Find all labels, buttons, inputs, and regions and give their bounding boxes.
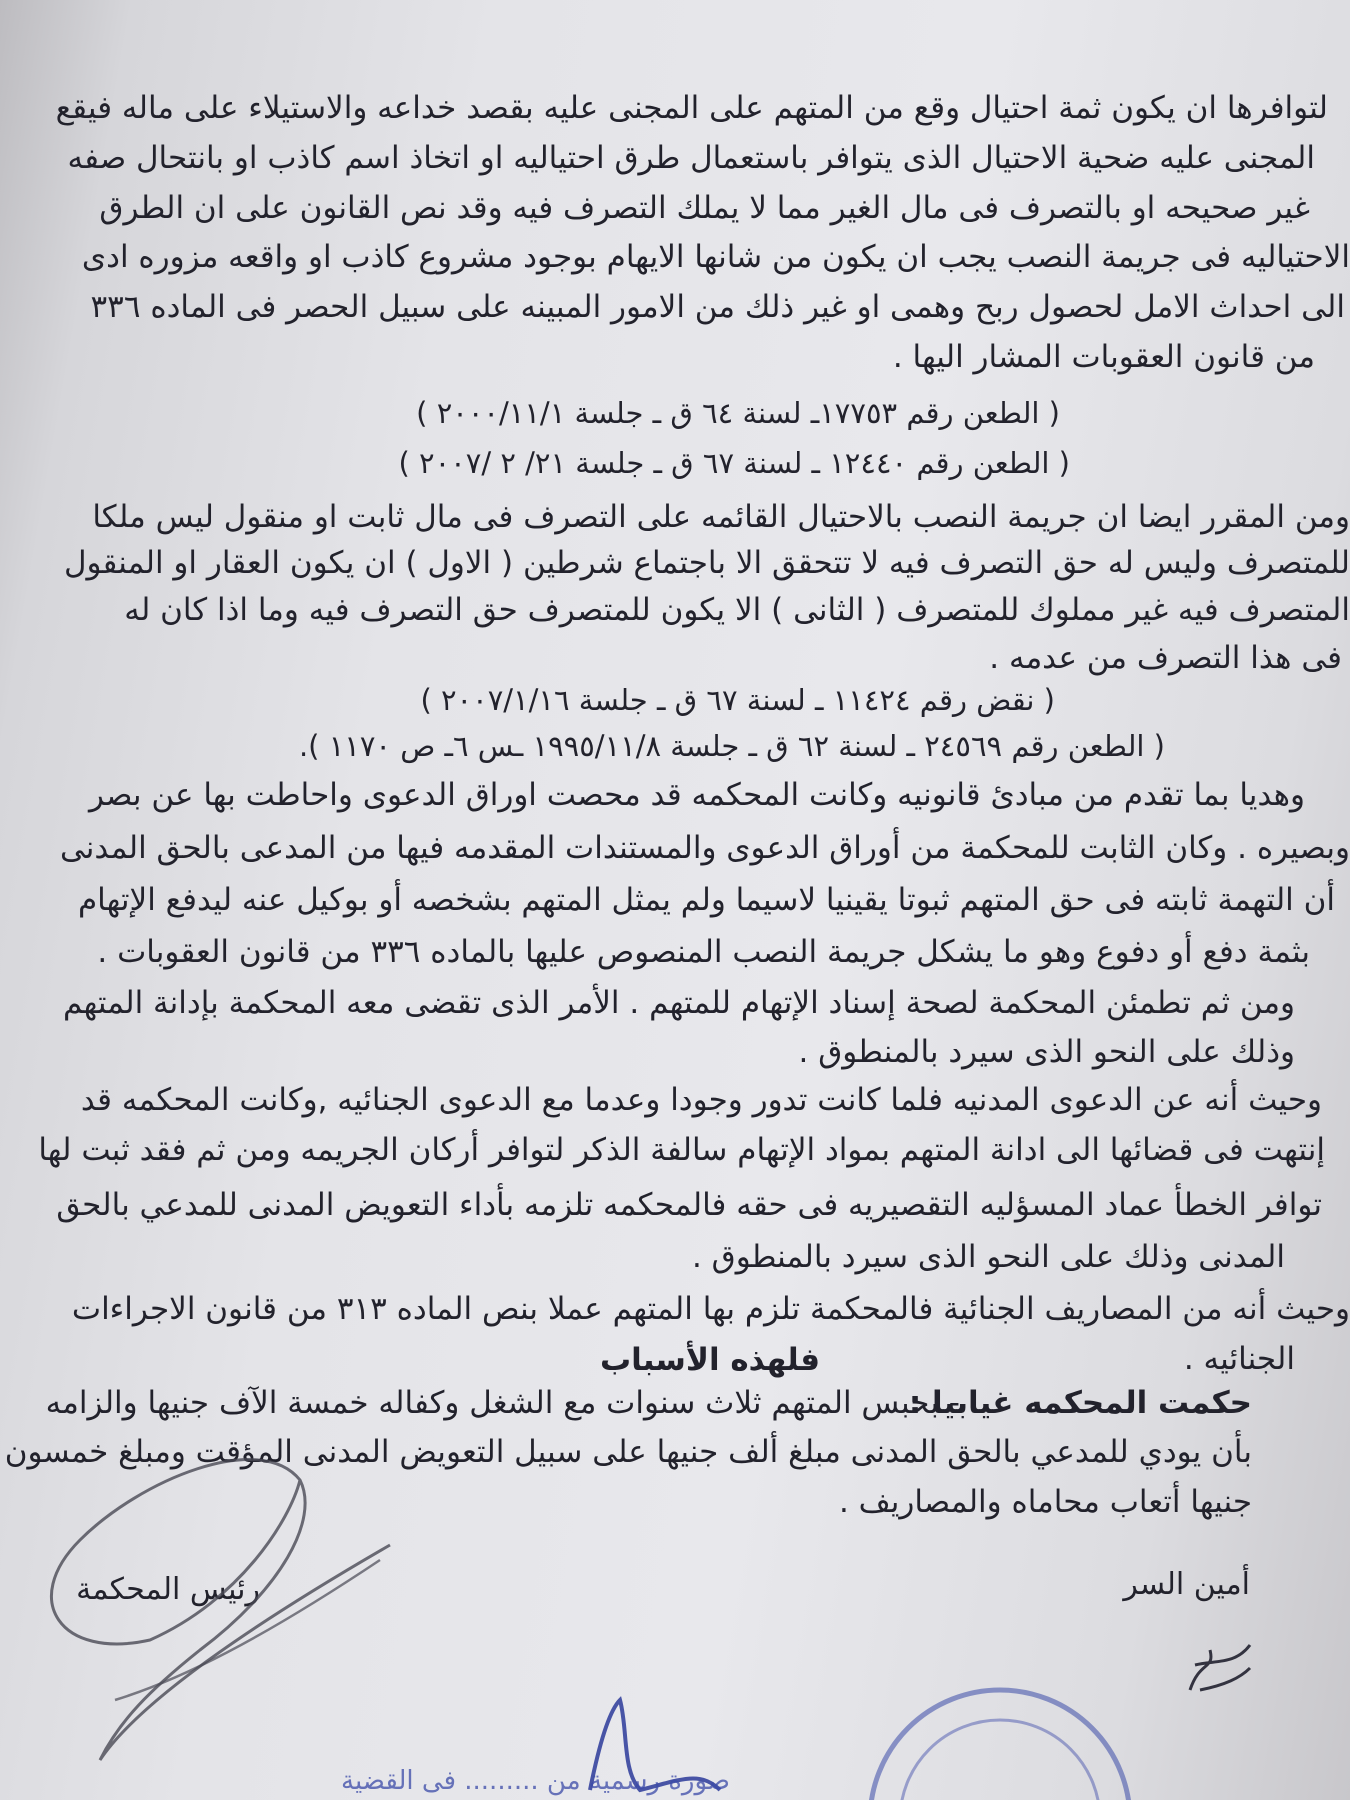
stamp-text: صورة رسمية من ......... فى القضية — [341, 1766, 730, 1796]
court-secretary-label: أمين السر — [1123, 1567, 1250, 1602]
citation-line: ( الطعن رقم ٢٤٥٦٩ ـ لسنة ٦٢ ق ـ جلسة ١٩٩٥/١١/٨ ـس ٦ـ ص ١١٧٠ ). — [298, 729, 1165, 763]
section-heading: فلهذه الأسباب — [599, 1342, 820, 1378]
verdict-label: حكمت المحكمه غيابيا : — [908, 1385, 1252, 1421]
text-line: من قانون العقوبات المشار اليها . — [892, 339, 1315, 375]
text-line: وهديا بما تقدم من مبادئ قانونيه وكانت المحكمه قد محصت اوراق الدعوى واحاطت بها عن بصر — [88, 777, 1305, 813]
text-line: الاحتياليه فى جريمة النصب يجب ان يكون من شانها الايهام بوجود مشروع كاذب او واقعه مزوره ادى — [81, 239, 1350, 275]
verdict-line: جنيها أتعاب محاماه والمصاريف . — [838, 1484, 1252, 1520]
text-line: وبصيره . وكان الثابت للمحكمة من أوراق الدعوى والمستندات المقدمه فيها من المدعى بالحق المدنى — [59, 830, 1350, 866]
court-president-label: رئيس المحكمة — [76, 1572, 260, 1607]
text-line: بثمة دفع أو دفوع وهو ما يشكل جريمة النصب المنصوص عليها بالماده ٣٣٦ من قانون العقوبات . — [97, 934, 1310, 970]
verdict-line: - بحبس المتهم ثلاث سنوات مع الشغل وكفاله خمسة الآف جنيها والزامه — [45, 1385, 960, 1421]
text-line: لتوافرها ان يكون ثمة احتيال وقع من المتهم على المجنى عليه بقصد خداعه والاستيلاء على ماله فيقع — [55, 90, 1328, 126]
verdict-line: بأن يودي للمدعي بالحق المدنى مبلغ ألف جنيها على سبيل التعويض المدنى المؤقت ومبلغ خمسون — [4, 1434, 1252, 1470]
official-stamp — [870, 1690, 1130, 1800]
secretary-signature — [1190, 1645, 1250, 1690]
president-signature — [51, 1460, 390, 1760]
text-line: للمتصرف وليس له حق التصرف فيه لا تتحقق الا باجتماع شرطين ( الاول ) ان يكون العقار او المنقول — [64, 545, 1350, 581]
citation-line: ( نقض رقم ١١٤٢٤ ـ لسنة ٦٧ ق ـ جلسة ٢٠٠٧/١/١٦ ) — [420, 683, 1055, 717]
text-line: وذلك على النحو الذى سيرد بالمنطوق . — [798, 1034, 1295, 1070]
text-line: ومن ثم تطمئن المحكمة لصحة إسناد الإتهام للمتهم . الأمر الذى تقضى معه المحكمة بإدانة المتهم — [62, 985, 1295, 1021]
text-line: المجنى عليه ضحية الاحتيال الذى يتوافر باستعمال طرق احتياليه او اتخاذ اسم كاذب او بانتحال صفه — [67, 140, 1315, 176]
text-line: وحيث أنه من المصاريف الجنائية فالمحكمة تلزم بها المتهم عملا بنص الماده ٣١٣ من قانون الاجراءات — [71, 1291, 1350, 1327]
text-line: فى هذا التصرف من عدمه . — [989, 640, 1342, 676]
citation-line: ( الطعن رقم ١٧٧٥٣ـ لسنة ٦٤ ق ـ جلسة ٢٠٠٠/١١/١ ) — [416, 396, 1060, 430]
text-line: أن التهمة ثابته فى حق المتهم ثبوتا يقينيا لاسيما ولم يمثل المتهم بشخصه أو بوكيل عنه ليدفع الإتهام — [77, 882, 1335, 918]
text-line: المدنى وذلك على النحو الذى سيرد بالمنطوق . — [691, 1239, 1285, 1275]
text-line: المتصرف فيه غير مملوك للمتصرف ( الثانى ) الا يكون للمتصرف حق التصرف فيه وما اذا كان له — [124, 592, 1350, 628]
text-line: الى احداث الامل لحصول ربح وهمى او غير ذلك من الامور المبينه على سبيل الحصر فى الماده ٣٣٦ — [90, 289, 1345, 325]
text-line: الجنائيه . — [1183, 1341, 1295, 1377]
text-line: إنتهت فى قضائها الى ادانة المتهم بمواد الإتهام سالفة الذكر لتوافر أركان الجريمه ومن ثم فقد ثبت لها — [38, 1132, 1325, 1168]
citation-line: ( الطعن رقم ١٢٤٤٠ ـ لسنة ٦٧ ق ـ جلسة ٢١/ ٢ /٢٠٠٧ ) — [398, 446, 1070, 480]
text-line: غير صحيحه او بالتصرف فى مال الغير مما لا يملك التصرف فيه وقد نص القانون على ان الطرق — [99, 190, 1310, 226]
text-line: ومن المقرر ايضا ان جريمة النصب بالاحتيال القائمه على التصرف فى مال ثابت او منقول ليس ملكا — [92, 499, 1350, 535]
text-line: توافر الخطأ عماد المسؤليه التقصيريه فى حقه فالمحكمه تلزمه بأداء التعويض المدنى للمدعي بالحق — [56, 1187, 1322, 1223]
text-line: وحيث أنه عن الدعوى المدنيه فلما كانت تدور وجودا وعدما مع الدعوى الجنائيه ,وكانت المحكمه قد — [80, 1082, 1322, 1118]
